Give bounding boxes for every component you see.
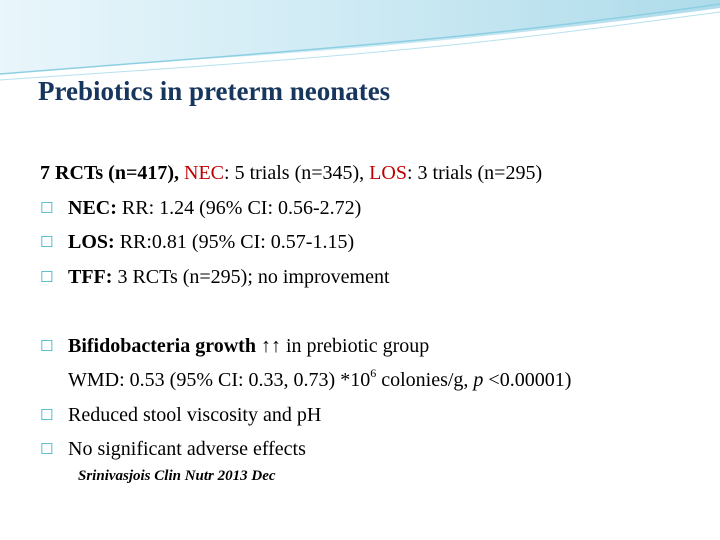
checkbox-bullet-icon: ☐: [40, 405, 54, 424]
intro-part2: : 5 trials (n=345),: [224, 162, 370, 184]
checkbox-bullet-icon: ☐: [40, 336, 54, 355]
checkbox-bullet-icon: ☐: [40, 267, 54, 286]
bullet-text: Reduced stool viscosity and pH: [68, 403, 322, 426]
bullet-text: RR:0.81 (95% CI: 0.57-1.15): [114, 231, 355, 253]
checkbox-bullet-icon: ☐: [40, 233, 54, 251]
bullet-tff: [40, 260, 710, 295]
intro-line: [40, 156, 710, 191]
bullet-adverse: [40, 432, 710, 467]
intro-nec-label: NEC: [184, 162, 225, 184]
wmd-text-c: <0.00001): [483, 369, 572, 391]
bullet-nec: [40, 191, 710, 226]
bullet-bifidobacteria: [40, 329, 710, 364]
wmd-text-a: WMD: 0.53 (95% CI: 0.33, 0.73) *10: [68, 369, 371, 391]
bullet-text: No significant adverse effects: [68, 438, 306, 460]
intro-part1: 7 RCTs (n=417),: [40, 162, 185, 184]
checkbox-bullet-icon: ☐: [40, 198, 54, 217]
bullet-label: NEC:: [68, 196, 117, 219]
bifido-label: Bifidobacteria growth ↑↑: [68, 334, 281, 357]
bullet-label: TFF:: [68, 265, 113, 288]
wmd-line: [40, 363, 710, 398]
slide-title: Prebiotics in preterm neonates: [38, 76, 391, 106]
slide-body: [40, 156, 710, 467]
intro-part3: : 3 trials (n=295): [406, 162, 543, 184]
bullet-text: 3 RCTs (n=295); no improvement: [112, 265, 390, 288]
checkbox-bullet-icon: ☐: [40, 440, 54, 458]
bullet-los: [40, 225, 710, 260]
wmd-text-b: colonies/g,: [376, 369, 474, 391]
wmd-p-symbol: p: [473, 369, 484, 391]
bullet-stool: [40, 398, 710, 433]
intro-los-label: LOS: [369, 162, 407, 184]
citation: Srinivasjois Clin Nutr 2013 Dec: [78, 468, 276, 484]
bifido-text: in prebiotic group: [280, 334, 430, 357]
bullet-text: RR: 1.24 (96% CI: 0.56-2.72): [116, 196, 362, 219]
wmd-exponent: 6: [370, 366, 377, 380]
bullet-label: LOS:: [68, 231, 115, 253]
